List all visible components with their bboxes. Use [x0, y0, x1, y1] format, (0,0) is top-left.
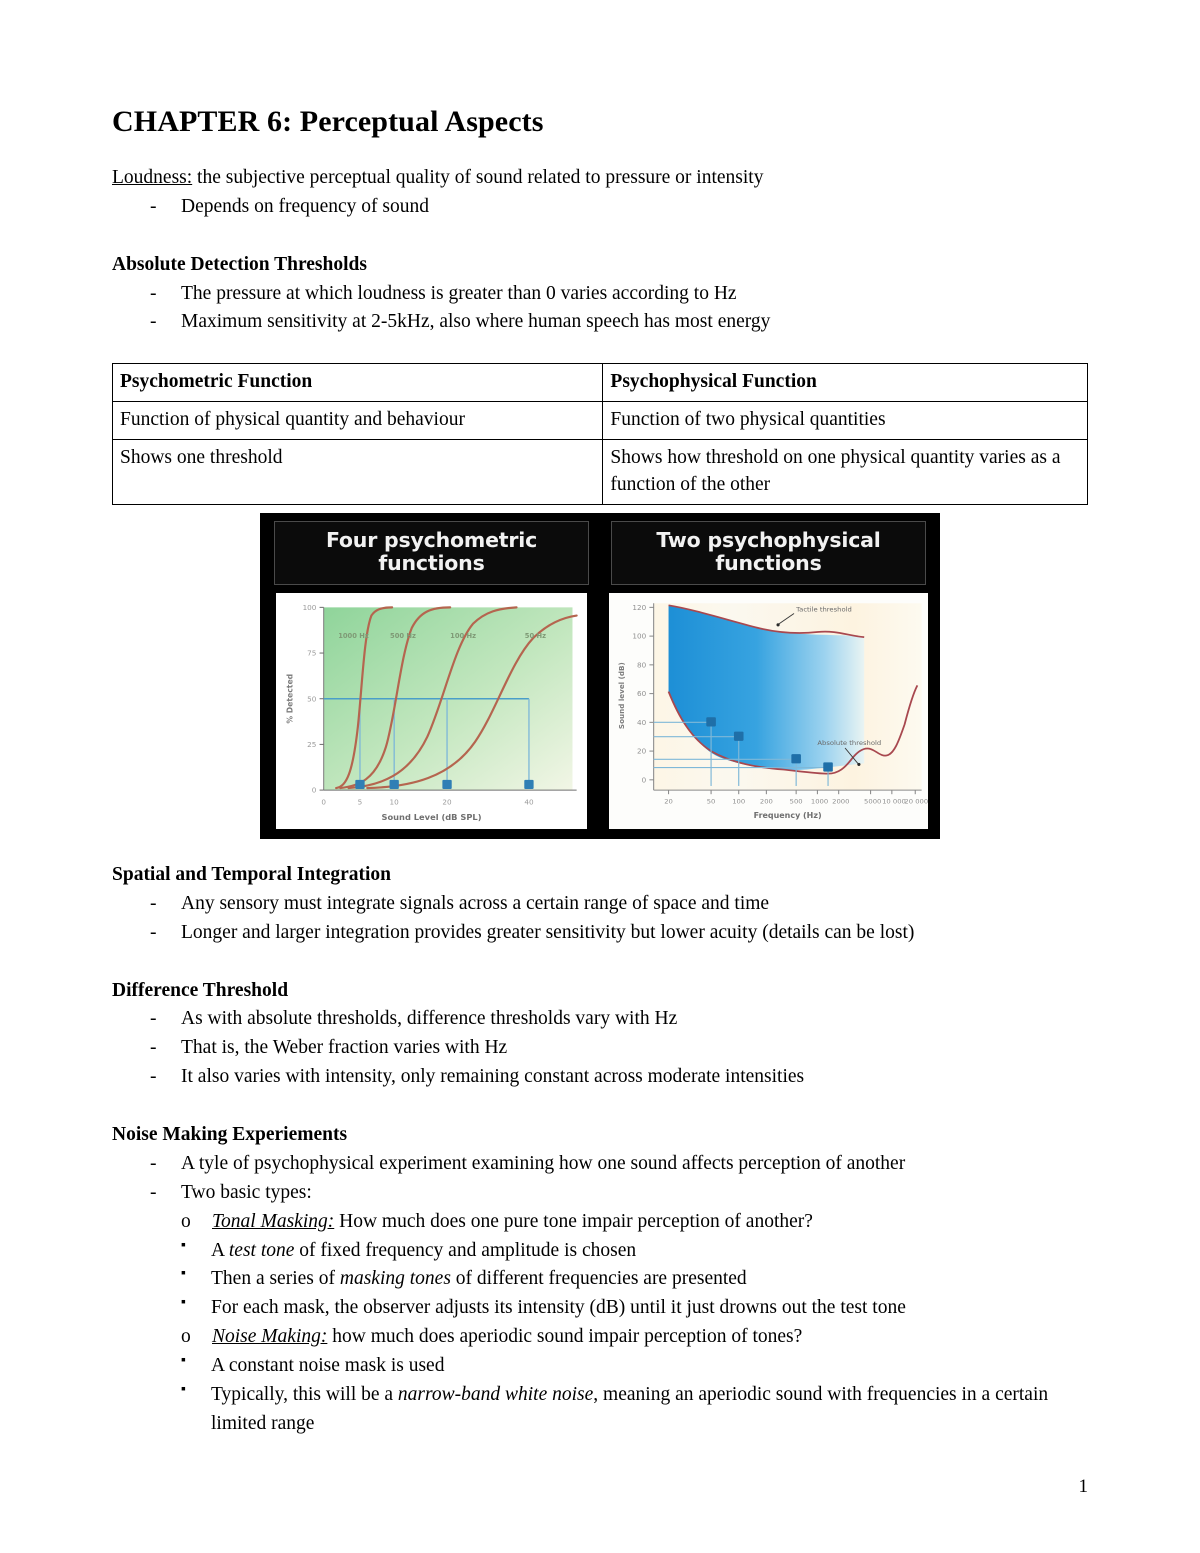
- point-post: , meaning an aperiodic sound with frequencies in a certain limited range: [211, 1383, 1049, 1434]
- dash-marker: -: [150, 1152, 157, 1174]
- svg-text:50: 50: [706, 797, 716, 806]
- list-item-text: Depends on frequency of sound: [181, 195, 430, 217]
- square-marker: ▪: [181, 1352, 186, 1368]
- list-item-text: Two basic types:: [181, 1181, 312, 1203]
- psychometric-functions-chart: [276, 593, 587, 829]
- svg-text:Tactile threshold: Tactile threshold: [796, 605, 852, 614]
- point-pre: Then a series of: [211, 1268, 340, 1290]
- dash-marker: -: [150, 282, 157, 304]
- svg-text:80: 80: [637, 660, 647, 670]
- point-emphasis: narrow-band white noise: [397, 1383, 594, 1405]
- curve-label-50hz: 50 Hz: [524, 632, 547, 641]
- table-header-psychophysical: Psychophysical Function: [603, 364, 1088, 402]
- dash-marker: -: [150, 1037, 157, 1059]
- page-number: 1: [1078, 1476, 1088, 1497]
- list-item-text: Any sensory must integrate signals across a certain range of space and time: [181, 892, 770, 914]
- list-item: [150, 1150, 1088, 1179]
- table-cell: Shows one threshold: [113, 439, 603, 504]
- svg-text:0: 0: [641, 775, 647, 785]
- psychometric-chart-svg: [276, 593, 587, 829]
- list-item-text: As with absolute thresholds, difference thresholds vary with Hz: [181, 1008, 678, 1030]
- list-item: [150, 1034, 1088, 1063]
- table-header-psychometric: Psychometric Function: [113, 364, 603, 402]
- svg-text:40: 40: [637, 717, 647, 727]
- table-cell: Shows how threshold on one physical quantity varies as a function of the other: [603, 439, 1088, 504]
- list-item: [181, 1381, 1088, 1439]
- square-marker: ▪: [181, 1295, 186, 1311]
- svg-text:75: 75: [307, 648, 317, 658]
- table-row: [113, 364, 1088, 402]
- table-cell: Function of physical quantity and behaviour: [113, 401, 603, 439]
- point-pre: Typically, this will be a: [211, 1383, 398, 1405]
- tonal-masking-group: [112, 1208, 1088, 1237]
- dash-marker: -: [150, 921, 157, 943]
- list-item: [181, 1352, 1088, 1381]
- list-item: [150, 193, 1088, 222]
- dash-marker: -: [150, 892, 157, 914]
- table-row: [113, 401, 1088, 439]
- svg-text:100: 100: [302, 602, 317, 612]
- table-cell: Function of two physical quantities: [603, 401, 1088, 439]
- noise-making-bullets: [112, 1150, 1088, 1208]
- circle-marker: o: [181, 1210, 191, 1232]
- figure-right-title: Two psychophysical functions: [611, 521, 926, 585]
- svg-text:100: 100: [732, 797, 746, 806]
- list-item: [150, 308, 1088, 337]
- svg-text:50: 50: [307, 694, 317, 704]
- absolute-detection-bullets: [112, 280, 1088, 338]
- point-pre: A constant noise mask is used: [211, 1354, 445, 1376]
- curve-label-1000hz: 1000 Hz: [338, 632, 369, 641]
- svg-text:20: 20: [442, 797, 452, 807]
- curve-label-500hz: 500 Hz: [390, 632, 416, 641]
- list-item-text: Maximum sensitivity at 2-5kHz, also where human speech has most energy: [181, 311, 771, 333]
- list-item: [181, 1294, 1088, 1323]
- psychometric-ylabel: % Detected: [285, 673, 295, 724]
- square-marker: ▪: [181, 1237, 186, 1253]
- svg-text:1000: 1000: [810, 797, 829, 806]
- noise-masking-question: how much does aperiodic sound impair perception of tones?: [327, 1326, 803, 1348]
- list-item-text: The pressure at which loudness is greater than 0 varies according to Hz: [181, 282, 737, 304]
- svg-text:200: 200: [759, 797, 773, 806]
- svg-text:0: 0: [321, 797, 326, 807]
- difference-threshold-bullets: [112, 1005, 1088, 1092]
- svg-text:20: 20: [664, 797, 673, 806]
- list-item: [150, 280, 1088, 309]
- list-item-text: Longer and larger integration provides greater sensitivity but lower acuity (details can be lost): [181, 921, 915, 943]
- loudness-term: Loudness:: [112, 167, 193, 188]
- spatial-temporal-bullets: [112, 890, 1088, 948]
- list-item-text: That is, the Weber fraction varies with Hz: [181, 1037, 508, 1059]
- svg-text:20: 20: [637, 746, 647, 756]
- point-emphasis: masking tones: [339, 1268, 451, 1290]
- audibility-curve-chart: [609, 593, 928, 829]
- section-heading-difference-threshold: Difference Threshold: [112, 979, 289, 1001]
- noise-masking-group: [112, 1323, 1088, 1352]
- noise-masking-label: Noise Making:: [212, 1326, 328, 1348]
- svg-text:10: 10: [389, 797, 399, 807]
- noise-masking-points: [112, 1352, 1088, 1439]
- list-item: [150, 1005, 1088, 1034]
- svg-text:2000: 2000: [832, 797, 850, 806]
- list-item: [150, 919, 1088, 948]
- svg-text:0: 0: [311, 785, 317, 795]
- loudness-definition-text: the subjective perceptual quality of sound related to pressure or intensity: [192, 167, 764, 188]
- list-item: [150, 1179, 1088, 1208]
- svg-text:25: 25: [307, 739, 317, 749]
- dash-marker: -: [150, 195, 157, 217]
- loudness-bullets: [112, 193, 1088, 222]
- list-item: [150, 1063, 1088, 1092]
- svg-text:40: 40: [524, 797, 534, 807]
- figure-left-column: [268, 519, 595, 833]
- svg-text:120: 120: [632, 603, 647, 612]
- svg-text:20 000: 20 000: [904, 797, 928, 806]
- list-item: [181, 1265, 1088, 1294]
- psychophysics-figure: [260, 513, 940, 839]
- point-post: of fixed frequency and amplitude is chosen: [294, 1239, 637, 1261]
- section-heading-spatial-temporal: Spatial and Temporal Integration: [112, 864, 392, 886]
- point-pre: A: [211, 1239, 229, 1261]
- list-item-text: It also varies with intensity, only remaining constant across moderate intensities: [181, 1066, 805, 1088]
- table-row: [113, 439, 1088, 504]
- dash-marker: -: [150, 1008, 157, 1030]
- list-item: [150, 890, 1088, 919]
- list-item: [181, 1323, 1088, 1352]
- dash-marker: -: [150, 1066, 157, 1088]
- curve-label-100hz: 100 Hz: [450, 632, 477, 641]
- svg-text:100: 100: [632, 631, 647, 641]
- figure-right-column: [605, 519, 932, 833]
- point-pre: For each mask, the observer adjusts its intensity (dB) until it just drowns out the test tone: [211, 1297, 906, 1319]
- psychometric-xlabel: Sound Level (dB SPL): [381, 811, 482, 822]
- figure-container: [112, 513, 1088, 839]
- page-title: CHAPTER 6: Perceptual Aspects: [112, 105, 544, 138]
- svg-text:Absolute threshold: Absolute threshold: [817, 738, 882, 747]
- list-item: [181, 1208, 1088, 1237]
- svg-text:5000: 5000: [864, 797, 882, 806]
- tonal-masking-question: How much does one pure tone impair perception of another?: [334, 1210, 813, 1232]
- dash-marker: -: [150, 311, 157, 333]
- square-marker: ▪: [181, 1381, 186, 1397]
- square-marker: ▪: [181, 1266, 186, 1282]
- tonal-masking-points: [112, 1237, 1088, 1324]
- audibility-chart-svg: [609, 593, 928, 829]
- circle-marker: o: [181, 1326, 191, 1348]
- svg-text:10 000: 10 000: [882, 797, 906, 806]
- tonal-masking-label: Tonal Masking:: [212, 1210, 335, 1232]
- point-emphasis: test tone: [228, 1239, 295, 1261]
- dash-marker: -: [150, 1181, 157, 1203]
- list-item: [181, 1237, 1088, 1266]
- section-heading-noise-making: Noise Making Experiements: [112, 1124, 348, 1146]
- list-item-text: A tyle of psychophysical experiment examining how one sound affects perception of another: [181, 1152, 906, 1174]
- section-heading-absolute-detection: Absolute Detection Thresholds: [112, 253, 367, 275]
- svg-text:5: 5: [357, 797, 363, 807]
- point-post: of different frequencies are presented: [450, 1268, 747, 1290]
- function-comparison-table: [112, 363, 1088, 505]
- audibility-ylabel: Sound level (dB): [616, 662, 626, 730]
- svg-text:60: 60: [637, 689, 647, 699]
- svg-text:500: 500: [789, 797, 803, 806]
- audibility-xlabel: Frequency (Hz): [753, 810, 822, 820]
- loudness-definition: [112, 164, 1088, 193]
- figure-left-title: Four psychometric functions: [274, 521, 589, 585]
